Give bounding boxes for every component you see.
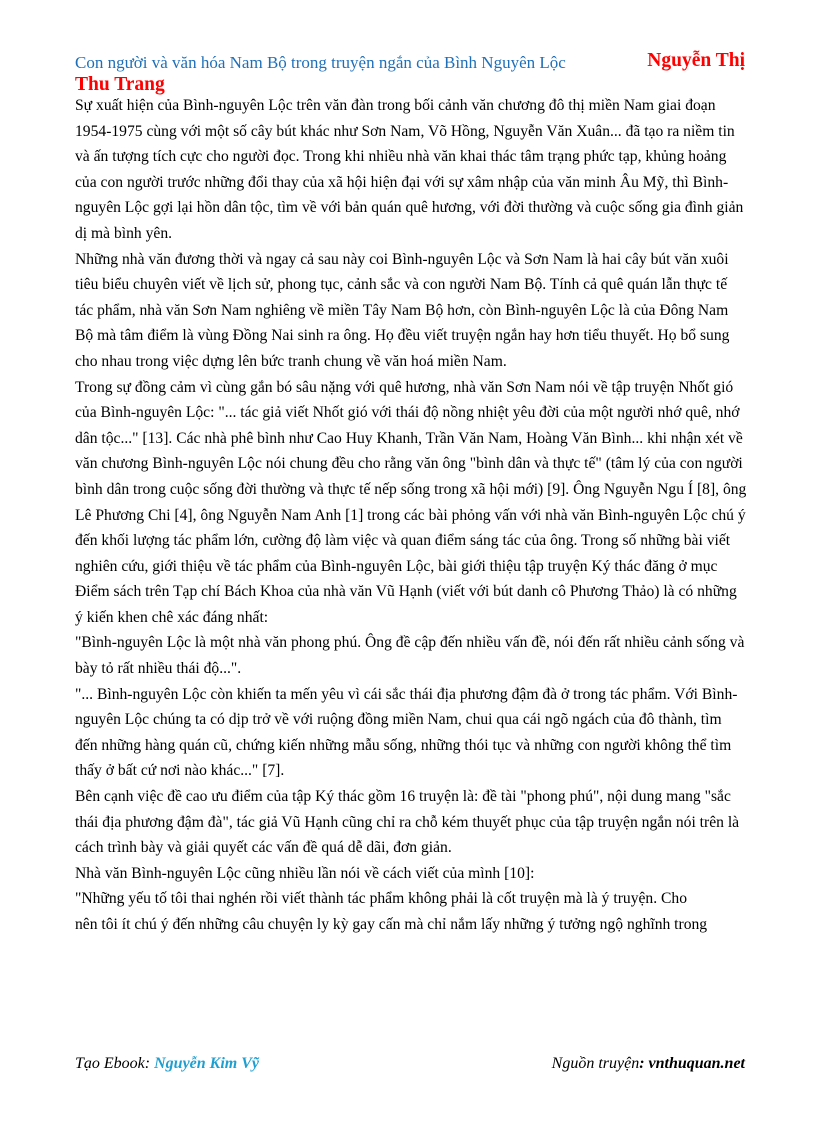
quote-2: "... Bình-nguyên Lộc còn khiến ta mến yêu vì cái sắc thái địa phương đậm đà ở trong tác phẩm. Với Bình-nguyên Lộc chúng ta có dịp trở về với ruộng đồng miền Nam, chui qua cái ngõ ngách của đô thành, tìm đến những hàng quán cũ, chứng kiến những mẫu sống, những thói tục và những con người không thể tìm thấy ở bất cứ nơi nào khác..." [7]. [75, 685, 738, 780]
author-name-line2: Thu Trang [75, 74, 165, 95]
author-name-line1: Nguyễn Thị [647, 50, 745, 71]
page-footer [75, 1055, 745, 1079]
story-source [552, 1055, 745, 1073]
source-name: vnthuquan.net [648, 1055, 745, 1072]
paragraph-4: Bên cạnh việc đề cao ưu điểm của tập Ký thác gồm 16 truyện là: đề tài "phong phú", nội dung mang "sắc thái địa phương đậm đà", tác giả Vũ Hạnh cũng chỉ ra chỗ kém thuyết phục của tập truyện ngắn nói trên là cách trình bày và giải quyết các vấn đề quá dễ dãi, đơn giản. [75, 788, 740, 857]
page-header [75, 50, 745, 98]
book-title: Con người và văn hóa Nam Bộ trong truyện ngắn của Bình Nguyên Lộc [75, 53, 566, 72]
paragraph-1: Sự xuất hiện của Bình-nguyên Lộc trên văn đàn trong bối cảnh văn chương đô thị miền Nam giai đoạn 1954-1975 cùng với một số cây bút khác như Sơn Nam, Võ Hồng, Nguyễn Văn Xuân... đã tạo ra niềm tin và ấn tượng tích cực cho người đọc. Trong khi nhiều nhà văn khai thác tâm trạng phức tạp, khủng hoảng của con người trước những đổi thay của xã hội hiện đại với sự xâm nhập của văn minh Âu Mỹ, thì Bình-nguyên Lộc gợi lại hồn dân tộc, tìm về với bản quán quê hương, với đời thường và cuộc sống gia đình giản dị mà bình yên. [75, 97, 744, 242]
creator-separator: : [144, 1055, 155, 1072]
source-separator: : [639, 1055, 649, 1072]
paragraph-3: Trong sự đồng cảm vì cùng gắn bó sâu nặng với quê hương, nhà văn Sơn Nam nói về tập truyện Nhốt gió của Bình-nguyên Lộc: "... tác giả viết Nhốt gió với thái độ nồng nhiệt yêu đời của một người nhớ quê, nhớ dân tộc..." [13]. Các nhà phê bình như Cao Huy Khanh, Trần Văn Nam, Hoàng Văn Bình... khi nhận xét về văn chương Bình-nguyên Lộc nói chung đều cho rằng văn ông "bình dân và thực tế" (tâm lý của con người bình dân trong cuộc sống đời thường và thực tế nếp sống trong xã hội mới) [9]. Ông Nguyễn Ngu Í [8], ông Lê Phương Chi [4], ông Nguyễn Nam Anh [1] trong các bài phỏng vấn với nhà văn Bình-nguyên Lộc chú ý đến khối lượng tác phẩm lớn, cường độ làm việc và quan điểm sáng tác của ông. Trong số những bài viết nghiên cứu, giới thiệu về tác phẩm của Bình-nguyên Lộc, bài giới thiệu tập truyện Ký thác đăng ở mục Điểm sách trên Tạp chí Bách Khoa của nhà văn Vũ Hạnh (viết với bút danh cô Phương Thảo) là có những ý kiến khen chê xác đáng nhất: [75, 378, 747, 626]
ebook-creator [75, 1055, 259, 1073]
creator-label: Tạo Ebook [75, 1055, 145, 1072]
paragraph-5: Nhà văn Bình-nguyên Lộc cũng nhiều lần nói về cách viết của mình [10]: [75, 864, 535, 882]
quote-3-line-2: nên tôi ít chú ý đến những câu chuyện ly kỳ gay cấn mà chỉ nắm lấy những ý tưởng ngộ nghĩnh trong [75, 916, 708, 933]
source-label: Nguồn truyện [551, 1055, 640, 1072]
quote-3-line-1: "Những yếu tố tôi thai nghén rồi viết thành tác phẩm không phải là cốt truyện mà là ý truyện. Cho [75, 890, 688, 908]
document-body [75, 93, 747, 938]
creator-name: Nguyễn Kim Vỹ [154, 1055, 259, 1072]
paragraph-2: Những nhà văn đương thời và ngay cả sau này coi Bình-nguyên Lộc và Sơn Nam là hai cây bút văn xuôi tiêu biểu chuyên viết về lịch sử, phong tục, cảnh sắc và con người Nam Bộ. Tính cả quê quán lẫn thực tế tác phẩm, nhà văn Sơn Nam nghiêng về miền Tây Nam Bộ hơn, còn Bình-nguyên Lộc là của Đông Nam Bộ mà tâm điểm là vùng Đồng Nai sinh ra ông. Họ đều viết truyện ngắn hay hơn tiểu thuyết. Họ bổ sung cho nhau trong việc dựng lên bức tranh chung về văn hoá miền Nam. [75, 250, 730, 370]
quote-1: "Bình-nguyên Lộc là một nhà văn phong phú. Ông đề cập đến nhiều vấn đề, nói đến rất nhiều cảnh sống và bày tỏ rất nhiều thái độ...". [75, 634, 745, 678]
